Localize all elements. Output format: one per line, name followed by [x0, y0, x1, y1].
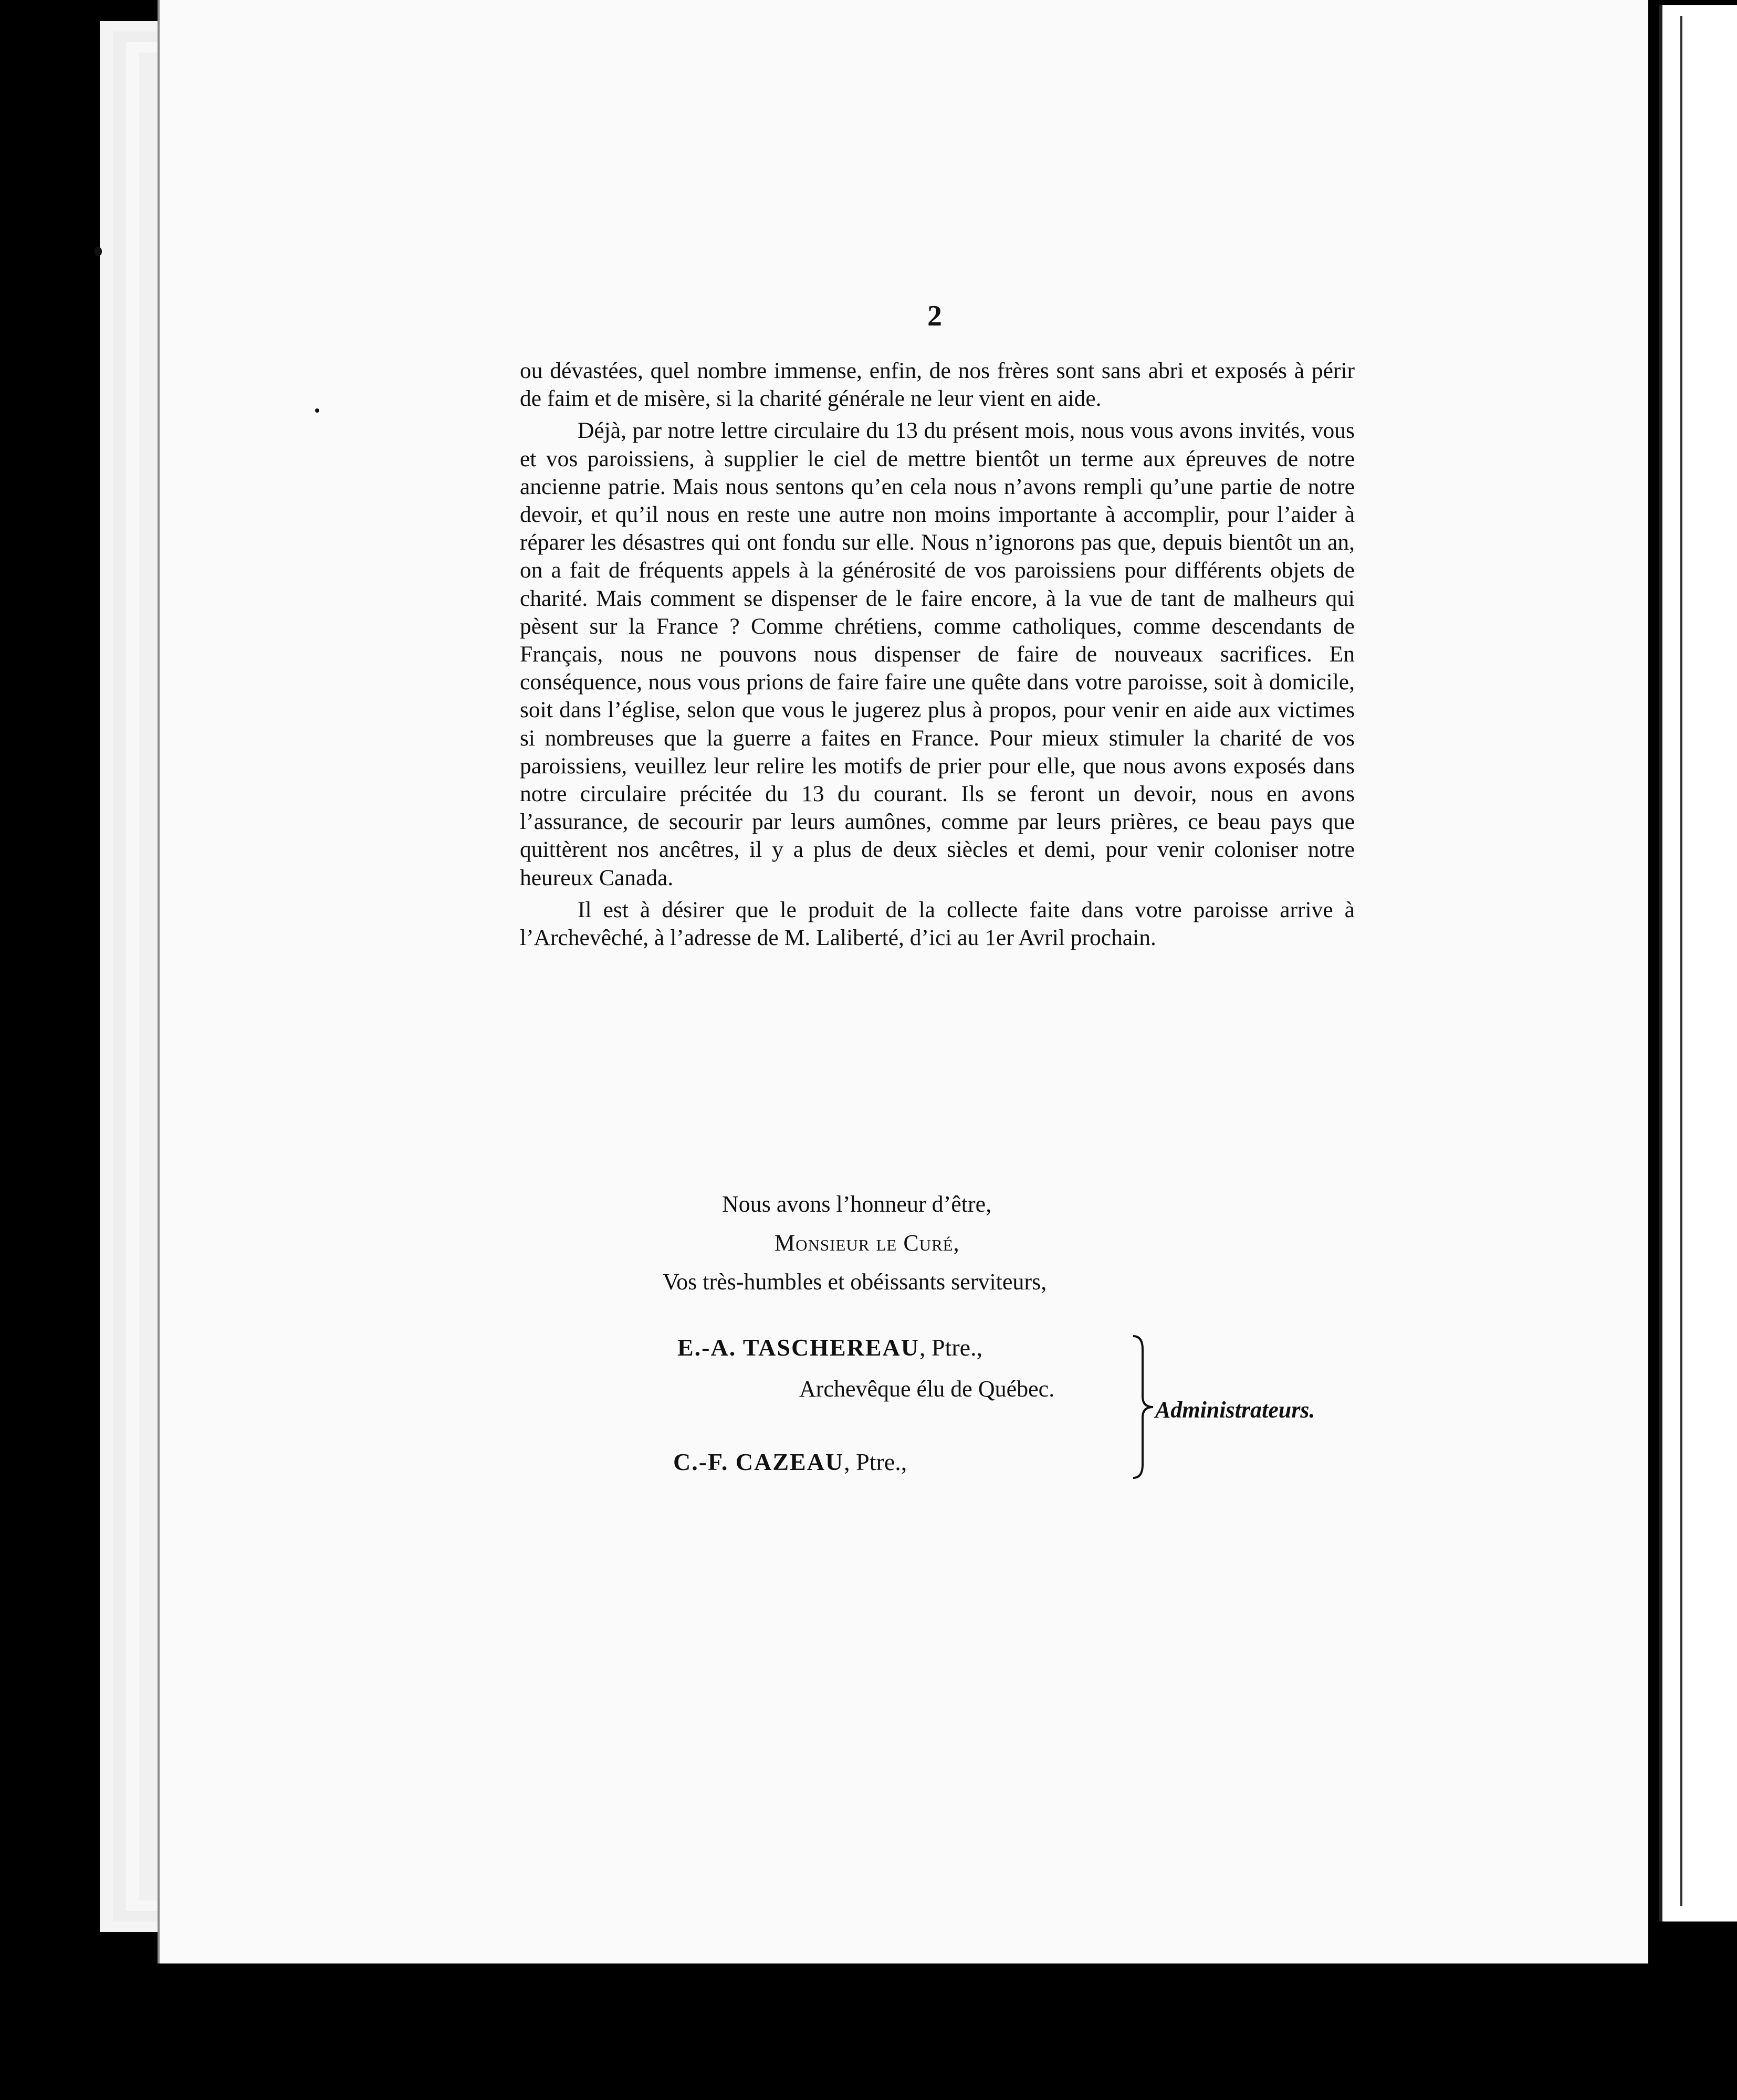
signatory-name-text: E.-A. TASCHEREAU: [677, 1334, 919, 1361]
scan-speck: [315, 408, 319, 413]
closing-salutation: Monsieur le Curé,: [775, 1230, 960, 1256]
adjacent-page-edge: [1659, 5, 1737, 1922]
page-gutter-line: [1680, 16, 1682, 1906]
paragraph: Il est à désirer que le produit de la collecte faite dans votre paroisse arrive à l’Archevêché, à l’adresse de M. Laliberté, d’ici au 1er Avril prochain.: [520, 897, 1355, 951]
signatory-suffix: , Ptre.,: [844, 1448, 907, 1475]
page-number: 2: [927, 300, 942, 332]
paragraph: Déjà, par notre lettre circulaire du 13 du présent mois, nous vous avons invités, vous et vos paroissiens, à supplier le ciel de mettre bientôt un terme aux épreuves de notre ancienne patrie. Mais nous sentons qu’en cela nous n’avons rempli qu’une partie de notre devoir, et qu’il nous en reste une autre non moins importante à accomplir, pour l’aider à réparer les désastres qui ont fondu sur elle. Nous n’ignorons pas que, depuis bientôt un an, on a fait de fréquents appels à la générosité de vos paroissiens pour différents objets de charité. Mais comment se dispenser de le faire encore, à la vue de tant de malheurs qui pèsent sur la France ? Comme chrétiens, comme catholiques, comme descendants de Français, nous ne pouvons nous dispenser de faire de nouveaux sacrifices. En conséquence, nous vous prions de faire faire une quête dans votre paroisse, soit à domicile, soit dans l’église, selon que vous le jugerez plus à propos, pour venir en aide aux victimes si nombreuses que la guerre a faites en France. Pour mieux stimuler la charité de vos paroissiens, veuillez leur relire les motifs de prier pour elle, que nous avons exposés dans notre circulaire précitée du 13 du courant. Ils se feront un devoir, nous en avons l’assurance, de secourir par leurs aumônes, comme par leurs prières, ce beau pays que quittèrent nos ancêtres, il y a plus de deux siècles et demi, pour venir coloniser notre heureux Canada.: [520, 418, 1355, 890]
closing-line: Nous avons l’honneur d’être,: [722, 1191, 992, 1217]
signatories-role: Administrateurs.: [1155, 1397, 1315, 1423]
signatory-name-text: C.-F. CAZEAU: [673, 1448, 844, 1475]
scan-speck: [95, 247, 102, 256]
paragraph: ou dévastées, quel nombre immense, enfin, de nos frères sont sans abri et exposés à périr de faim et de misère, si la charité générale ne leur vient en aide.: [520, 358, 1355, 412]
signatory-name: [677, 1334, 982, 1361]
brace-icon: [1128, 1334, 1159, 1480]
signatory-suffix: , Ptre.,: [919, 1334, 983, 1361]
closing-line: Vos très-humbles et obéissants serviteurs,: [663, 1269, 1047, 1295]
signatory-title: Archevêque élu de Québec.: [799, 1376, 1055, 1402]
signatory-name: [673, 1448, 907, 1476]
document-page: [158, 0, 1648, 1964]
letter-body: [520, 357, 1355, 952]
